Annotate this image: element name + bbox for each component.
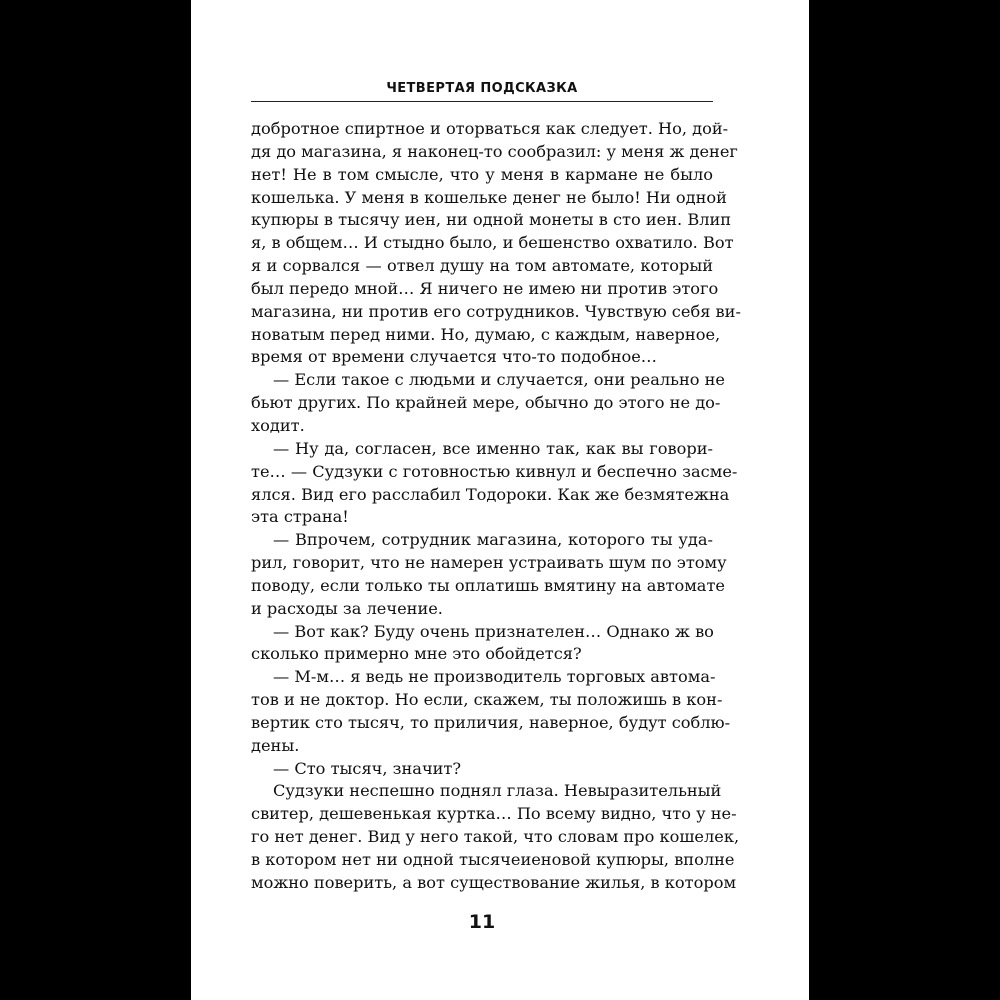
text-line: Судзуки неспешно поднял глаза. Невыразительный — [273, 781, 722, 801]
text-line: тов и не доктор. Но если, скажем, ты положишь в кон- — [251, 690, 723, 710]
text-line: — М-м… я ведь не производитель торговых автома- — [273, 667, 716, 687]
text-line: я и сорвался — отвел душу на том автомате, который — [251, 256, 713, 276]
text-line: — Ну да, согласен, все именно так, как вы говори- — [273, 438, 713, 458]
text-line: дены. — [251, 735, 300, 755]
text-line: был передо мной… Я ничего не имею ни против этого — [251, 278, 719, 298]
text-line: кошелька. У меня в кошельке денег не было! Ни одной — [251, 187, 727, 207]
text-line: го нет денег. Вид у него такой, что словам про кошелек, — [251, 827, 740, 847]
text-line: время от времени случается что-то подобное… — [251, 347, 657, 367]
text-line: магазина, ни против его сотрудников. Чувствую себя ви- — [251, 301, 741, 321]
text-line: те… — Судзуки с готовностью кивнул и беспечно засме- — [251, 461, 738, 481]
text-line: — Вот как? Буду очень признателен… Однако ж во — [273, 621, 714, 641]
text-line: — Сто тысяч, значит? — [273, 758, 462, 778]
text-line: поводу, если только ты оплатишь вмятину на автомате — [251, 575, 725, 595]
body-text — [251, 118, 741, 895]
text-line: ходит. — [251, 415, 305, 435]
text-line: ялся. Вид его расслабил Тодороки. Как же безмятежна — [251, 484, 730, 504]
text-line: нет! Не в том смысле, что у меня в кармане не было — [251, 164, 713, 184]
text-line: рил, говорит, что не намерен устраивать шум по этому — [251, 553, 727, 573]
text-line: в котором нет ни одной тысячеиеновой купюры, вполне — [251, 850, 735, 869]
text-line: — Впрочем, сотрудник магазина, которого ты уда- — [273, 530, 713, 550]
running-head: ЧЕТВЕРТАЯ ПОДСКАЗКА — [386, 81, 578, 96]
text-line: бьют других. По крайней мере, обычно до этого не до- — [251, 393, 721, 413]
text-line: эта страна! — [251, 507, 349, 527]
text-line: можно поверить, а вот существование жилья, в котором — [251, 872, 737, 892]
text-line: сколько примерно мне это обойдется? — [251, 644, 582, 664]
text-line: дя до магазина, я наконец-то сообразил: у меня ж денег — [251, 141, 738, 161]
text-line: — Если такое с людьми и случается, они реально не — [273, 370, 725, 390]
text-line: и расходы за лечение. — [251, 598, 443, 618]
page-number: 11 — [468, 911, 496, 933]
book-page — [191, 0, 809, 1000]
text-line: добротное спиртное и оторваться как следует. Но, дой- — [251, 119, 729, 138]
text-line: свитер, дешевенькая куртка… По всему видно, что у не- — [251, 804, 737, 824]
text-line: купюры в тысячу иен, ни одной монеты в сто иен. Влип — [251, 210, 732, 230]
text-line: вертик сто тысяч, то приличия, наверное, будут соблю- — [251, 712, 731, 732]
header-rule — [251, 101, 713, 102]
text-line: я, в общем… И стыдно было, и бешенство охватило. Вот — [251, 233, 734, 253]
text-line: новатым перед ними. Но, думаю, с каждым, наверное, — [251, 324, 721, 344]
